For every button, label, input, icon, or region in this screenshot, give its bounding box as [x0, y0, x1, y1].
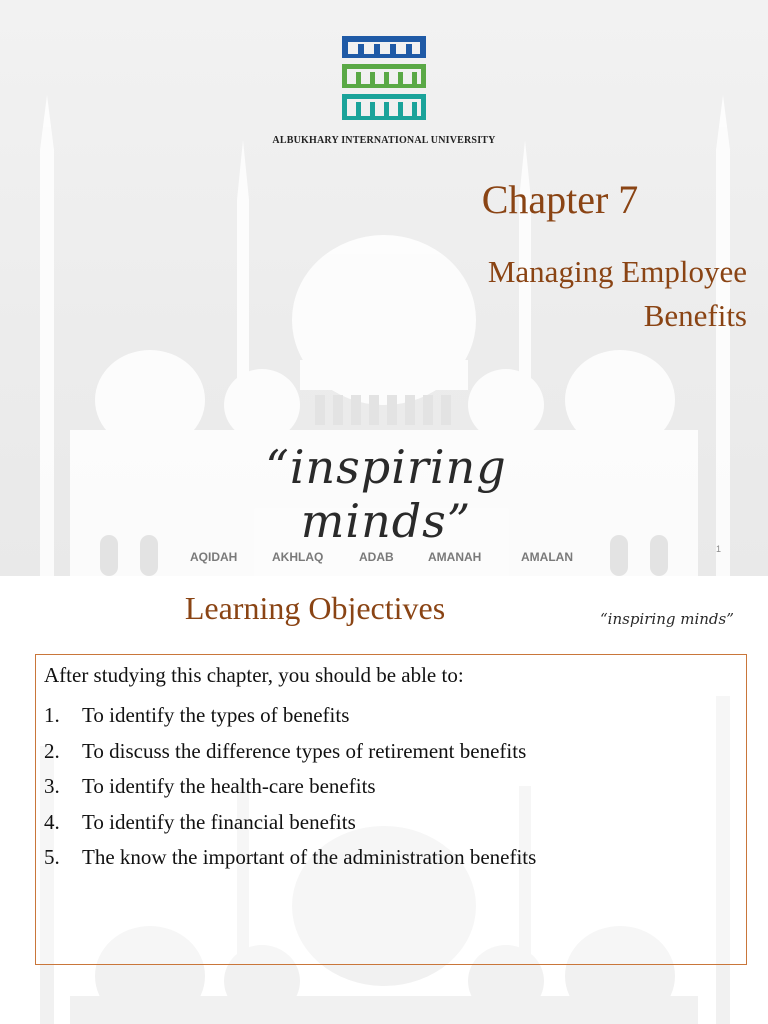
- tagline: “inspiring minds”: [265, 440, 507, 548]
- list-item: [44, 769, 536, 805]
- item-text: The know the important of the administration benefits: [82, 845, 537, 869]
- value-amanah: AMANAH: [428, 550, 482, 564]
- list-item: [44, 805, 536, 841]
- list-item: [44, 840, 536, 876]
- objectives-list: [44, 698, 536, 876]
- item-number: 2.: [44, 738, 60, 763]
- item-text: To identify the financial benefits: [82, 809, 356, 834]
- objectives-slide: [0, 576, 768, 1024]
- item-number: 1.: [44, 703, 60, 727]
- list-item: [44, 698, 536, 734]
- list-item: [44, 734, 536, 770]
- chapter-title: Chapter 7: [481, 177, 639, 222]
- objectives-intro: After studying this chapter, you should be able to:: [44, 663, 464, 687]
- item-text: To discuss the difference types of retirement benefits: [82, 738, 527, 763]
- value-adab: ADAB: [359, 550, 394, 564]
- slide-number: 1: [716, 544, 722, 554]
- item-text: To identify the health-care benefits: [82, 774, 376, 798]
- chapter-subtitle: [387, 250, 747, 338]
- objectives-box: [35, 654, 747, 965]
- value-amalan: AMALAN: [521, 550, 573, 564]
- tagline-small: “inspiring minds”: [600, 610, 734, 628]
- item-number: 4.: [44, 809, 60, 834]
- subtitle-line-1: Managing Employee: [487, 254, 747, 289]
- slide-title: Learning Objectives: [184, 590, 446, 626]
- university-name: ALBUKHARY INTERNATIONAL UNIVERSITY: [272, 135, 496, 146]
- value-akhlaq: AKHLAQ: [272, 550, 324, 564]
- item-number: 3.: [44, 774, 60, 798]
- subtitle-line-2: Benefits: [643, 298, 747, 333]
- item-number: 5.: [44, 845, 60, 869]
- item-text: To identify the types of benefits: [82, 703, 350, 727]
- value-aqidah: AQIDAH: [190, 550, 238, 564]
- university-logo-icon: [336, 30, 432, 126]
